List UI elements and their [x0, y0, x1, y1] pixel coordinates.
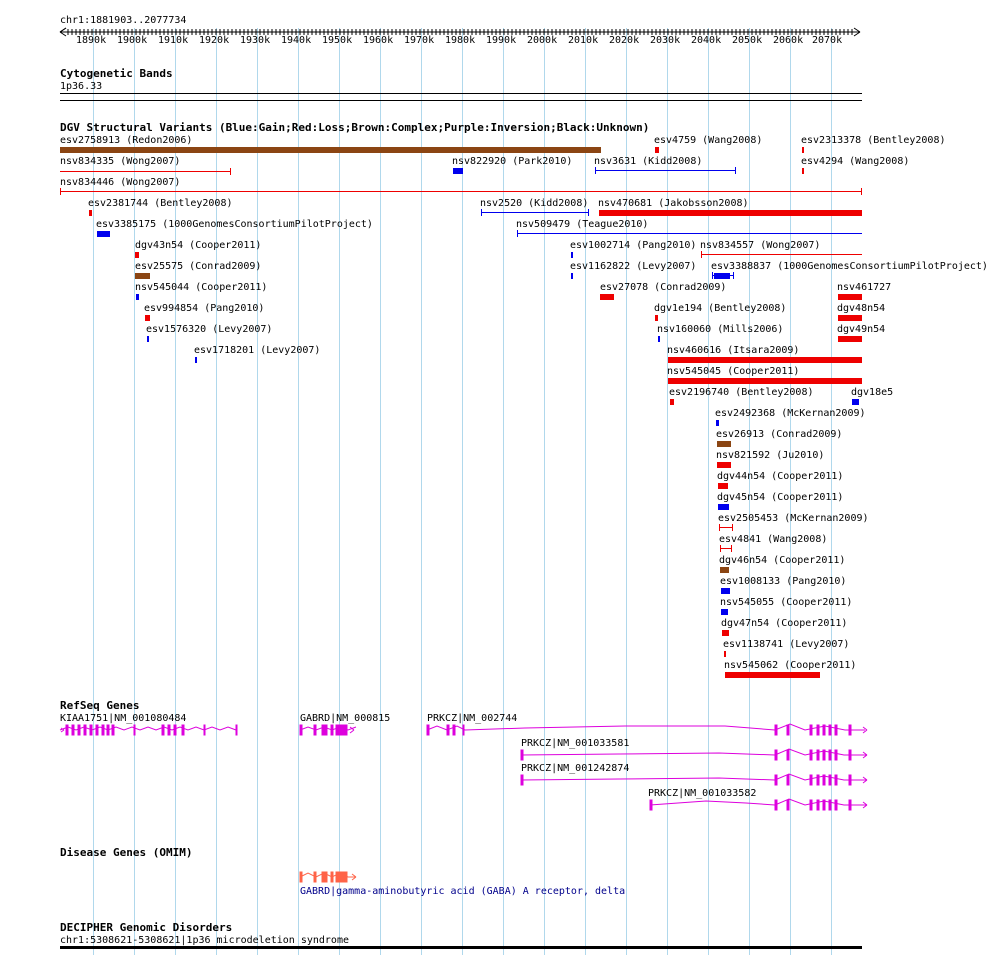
- variant-feature[interactable]: [571, 252, 573, 258]
- variant-label: esv26913 (Conrad2009): [716, 429, 843, 440]
- ruler-tick-label: 1910k: [158, 35, 189, 46]
- grid-line: [544, 28, 545, 955]
- omim-gene-model-gabrd[interactable]: [298, 869, 364, 885]
- variant-end-cap: [230, 168, 231, 175]
- ruler-tick-label: 2000k: [527, 35, 558, 46]
- grid-line: [339, 28, 340, 955]
- variant-feature[interactable]: [135, 273, 150, 279]
- variant-label: esv4294 (Wang2008): [801, 156, 910, 167]
- variant-feature[interactable]: [453, 168, 463, 174]
- grid-line: [216, 28, 217, 955]
- variant-feature[interactable]: [802, 147, 804, 153]
- variant-label: dgv46n54 (Cooper2011): [719, 555, 846, 566]
- variant-feature[interactable]: [718, 504, 729, 510]
- variant-end-cap: [733, 272, 734, 279]
- variant-label: dgv49n54: [837, 324, 886, 335]
- grid-line: [503, 28, 504, 955]
- variant-label: nsv2520 (Kidd2008): [480, 198, 589, 209]
- variant-feature[interactable]: [724, 651, 726, 657]
- variant-label: nsv822920 (Park2010): [452, 156, 573, 167]
- variant-label: esv3388837 (1000GenomesConsortiumPilotProject): [711, 261, 988, 272]
- variant-label: esv2758913 (Redon2006): [60, 135, 193, 146]
- variant-feature[interactable]: [60, 171, 230, 172]
- variant-label: nsv470681 (Jakobsson2008): [598, 198, 749, 209]
- variant-label: esv2492368 (McKernan2009): [715, 408, 866, 419]
- variant-label: nsv834446 (Wong2007): [60, 177, 181, 188]
- gene-model-prkcz-nm001033582[interactable]: [646, 795, 871, 815]
- variant-label: dgv1e194 (Bentley2008): [654, 303, 787, 314]
- variant-feature[interactable]: [599, 210, 862, 216]
- variant-feature[interactable]: [571, 273, 573, 279]
- variant-feature[interactable]: [714, 273, 730, 279]
- variant-feature[interactable]: [701, 254, 862, 255]
- variant-feature[interactable]: [718, 483, 728, 489]
- variant-label: esv4759 (Wang2008): [654, 135, 763, 146]
- variant-end-cap: [588, 209, 589, 216]
- variant-feature[interactable]: [852, 399, 859, 405]
- variant-feature[interactable]: [719, 527, 733, 528]
- variant-feature[interactable]: [670, 399, 674, 405]
- variant-end-cap: [732, 524, 733, 531]
- variant-feature[interactable]: [802, 168, 804, 174]
- variant-feature[interactable]: [60, 191, 862, 192]
- variant-label: nsv3631 (Kidd2008): [594, 156, 703, 167]
- variant-feature[interactable]: [97, 231, 110, 237]
- omim-label[interactable]: GABRD|gamma-aminobutyric acid (GABA) A receptor, delta: [300, 886, 626, 897]
- ruler-tick-label: 2060k: [773, 35, 804, 46]
- ruler-tick-label: 1920k: [199, 35, 230, 46]
- coordinates-label: chr1:1881903..2077734: [60, 15, 187, 26]
- cytoband-label: 1p36.33: [60, 81, 103, 92]
- variant-label: esv2196740 (Bentley2008): [669, 387, 814, 398]
- variant-label: nsv834557 (Wong2007): [700, 240, 821, 251]
- variant-label: esv25575 (Conrad2009): [135, 261, 262, 272]
- grid-line: [626, 28, 627, 955]
- gene-label: PRKCZ|NM_001033581: [521, 738, 630, 749]
- variant-feature[interactable]: [595, 170, 735, 171]
- variant-feature[interactable]: [668, 378, 862, 384]
- variant-feature[interactable]: [195, 357, 197, 363]
- ruler-tick-label: 1960k: [363, 35, 394, 46]
- ruler-tick-label: 2020k: [609, 35, 640, 46]
- variant-feature[interactable]: [136, 294, 139, 300]
- variant-label: esv1002714 (Pang2010): [570, 240, 697, 251]
- variant-label: nsv545062 (Cooper2011): [724, 660, 857, 671]
- gene-label: PRKCZ|NM_001033582: [648, 788, 757, 799]
- gene-model-gabrd[interactable]: [298, 722, 364, 738]
- ruler-tick-label: 1940k: [281, 35, 312, 46]
- grid-line: [380, 28, 381, 955]
- gene-model-prkcz-nm002744[interactable]: [425, 720, 871, 740]
- variant-feature[interactable]: [721, 609, 728, 615]
- variant-feature[interactable]: [838, 336, 862, 342]
- variant-label: nsv545055 (Cooper2011): [720, 597, 853, 608]
- variant-end-cap: [735, 167, 736, 174]
- track-title-omim[interactable]: Disease Genes (OMIM): [60, 846, 193, 859]
- ruler-tick-label: 2040k: [691, 35, 722, 46]
- variant-label: nsv460616 (Itsara2009): [667, 345, 800, 356]
- variant-feature[interactable]: [717, 462, 731, 468]
- track-title-dgv[interactable]: DGV Structural Variants (Blue:Gain;Red:Loss;Brown:Complex;Purple:Inversion;Black:Unknown): [60, 121, 650, 134]
- variant-label: dgv44n54 (Cooper2011): [717, 471, 844, 482]
- gene-model-prkcz-nm001242874[interactable]: [519, 770, 871, 790]
- variant-feature[interactable]: [838, 315, 862, 321]
- variant-label: nsv461727: [837, 282, 892, 293]
- variant-label: nsv821592 (Ju2010): [716, 450, 825, 461]
- cytoband-bar-top: [60, 93, 862, 94]
- decipher-label: chr1:5308621-5308621|1p36 microdeletion syndrome: [60, 935, 349, 946]
- variant-label: nsv545045 (Cooper2011): [667, 366, 800, 377]
- variant-label: dgv45n54 (Cooper2011): [717, 492, 844, 503]
- variant-end-cap: [861, 188, 862, 195]
- variant-label: esv4841 (Wang2008): [719, 534, 828, 545]
- variant-feature[interactable]: [135, 252, 139, 258]
- decipher-feature[interactable]: [60, 946, 862, 949]
- variant-feature[interactable]: [145, 315, 150, 321]
- variant-feature[interactable]: [517, 233, 862, 234]
- variant-label: esv27078 (Conrad2009): [600, 282, 727, 293]
- variant-feature[interactable]: [658, 336, 660, 342]
- variant-label: esv2381744 (Bentley2008): [88, 198, 233, 209]
- gene-model-kiaa1751[interactable]: [58, 722, 242, 738]
- variant-feature[interactable]: [655, 147, 659, 153]
- variant-label: nsv160060 (Mills2006): [657, 324, 784, 335]
- variant-label: esv3385175 (1000GenomesConsortiumPilotProject): [96, 219, 373, 230]
- variant-label: nsv545044 (Cooper2011): [135, 282, 268, 293]
- variant-feature[interactable]: [668, 357, 862, 363]
- variant-label: esv2505453 (McKernan2009): [718, 513, 869, 524]
- variant-feature[interactable]: [716, 420, 719, 426]
- variant-feature[interactable]: [725, 672, 820, 678]
- gene-label: PRKCZ|NM_002744: [427, 713, 518, 724]
- grid-line: [134, 28, 135, 955]
- gene-label: PRKCZ|NM_001242874: [521, 763, 630, 774]
- variant-feature[interactable]: [147, 336, 149, 342]
- gene-model-prkcz-nm001033581[interactable]: [519, 745, 871, 765]
- grid-line: [93, 28, 94, 955]
- variant-feature[interactable]: [720, 567, 729, 573]
- track-title-refseq[interactable]: RefSeq Genes: [60, 699, 140, 712]
- variant-label: esv1162822 (Levy2007): [570, 261, 697, 272]
- variant-end-cap: [731, 545, 732, 552]
- grid-line: [257, 28, 258, 955]
- variant-feature[interactable]: [717, 441, 731, 447]
- variant-feature[interactable]: [721, 588, 730, 594]
- track-title-cytobands[interactable]: Cytogenetic Bands: [60, 67, 173, 80]
- variant-label: esv1576320 (Levy2007): [146, 324, 273, 335]
- variant-feature[interactable]: [655, 315, 658, 321]
- gene-label: KIAA1751|NM_001080484: [60, 713, 187, 724]
- gene-label: GABRD|NM_000815: [300, 713, 391, 724]
- ruler-tick-label: 1950k: [322, 35, 353, 46]
- ruler-tick-label: 1930k: [240, 35, 271, 46]
- cytoband-bar-bottom: [60, 100, 862, 101]
- variant-label: dgv47n54 (Cooper2011): [721, 618, 848, 629]
- ruler-tick-label: 2070k: [812, 35, 843, 46]
- grid-line: [585, 28, 586, 955]
- track-title-decipher[interactable]: DECIPHER Genomic Disorders: [60, 921, 233, 934]
- variant-feature[interactable]: [481, 212, 589, 213]
- grid-line: [298, 28, 299, 955]
- grid-line: [175, 28, 176, 955]
- variant-label: nsv834335 (Wong2007): [60, 156, 181, 167]
- grid-line: [708, 28, 709, 955]
- ruler-tick-label: 1890k: [76, 35, 107, 46]
- variant-feature[interactable]: [60, 147, 601, 153]
- variant-label: dgv48n54: [837, 303, 886, 314]
- ruler-tick-label: 1980k: [445, 35, 476, 46]
- variant-feature[interactable]: [89, 210, 92, 216]
- variant-label: dgv43n54 (Cooper2011): [135, 240, 262, 251]
- ruler-tick-label: 2010k: [568, 35, 599, 46]
- variant-label: esv994854 (Pang2010): [144, 303, 265, 314]
- grid-line: [667, 28, 668, 955]
- ruler-tick-label: 1900k: [117, 35, 148, 46]
- variant-feature[interactable]: [838, 294, 862, 300]
- ruler-tick-label: 1970k: [404, 35, 435, 46]
- variant-label: nsv509479 (Teague2010): [516, 219, 649, 230]
- variant-label: dgv18e5: [851, 387, 894, 398]
- variant-label: esv1008133 (Pang2010): [720, 576, 847, 587]
- ruler-tick-label: 1990k: [486, 35, 517, 46]
- variant-feature[interactable]: [600, 294, 614, 300]
- ruler-tick-label: 2050k: [732, 35, 763, 46]
- variant-label: esv1718201 (Levy2007): [194, 345, 321, 356]
- variant-feature-line: [712, 275, 734, 276]
- variant-feature[interactable]: [722, 630, 729, 636]
- grid-line: [421, 28, 422, 955]
- variant-label: esv2313378 (Bentley2008): [801, 135, 946, 146]
- ruler-tick-label: 2030k: [650, 35, 681, 46]
- variant-label: esv1138741 (Levy2007): [723, 639, 850, 650]
